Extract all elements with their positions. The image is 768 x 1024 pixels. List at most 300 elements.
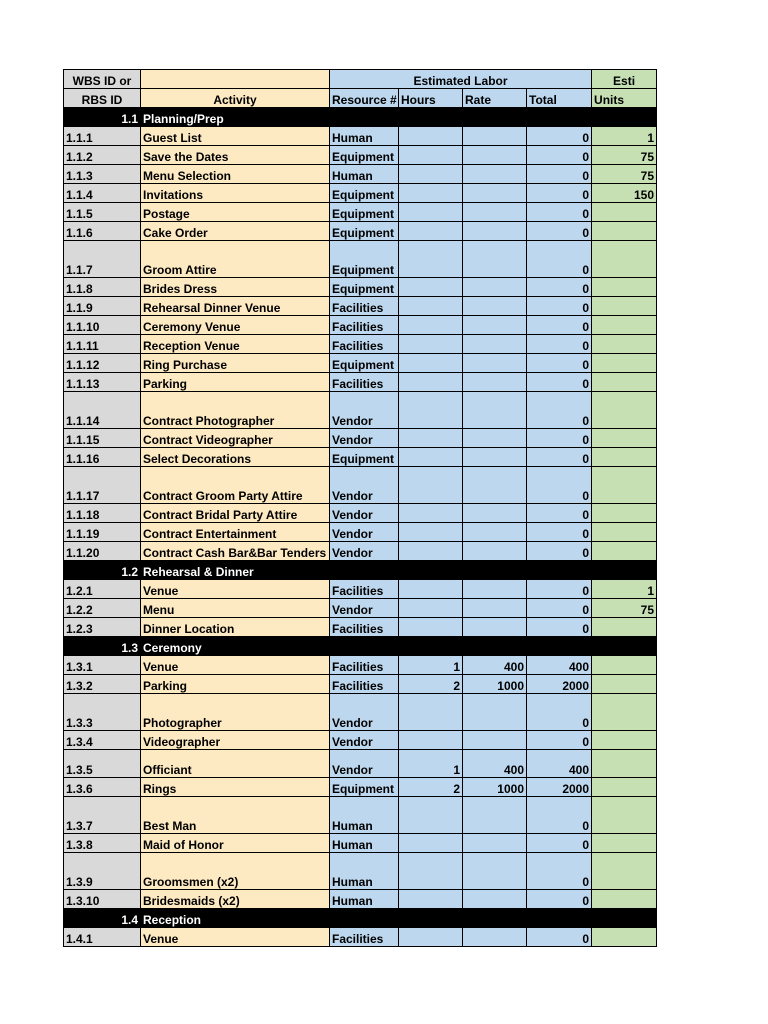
- table-row: [64, 778, 657, 797]
- cell-total[interactable]: 0: [527, 165, 592, 184]
- cell-rate[interactable]: [463, 731, 527, 750]
- cell-resource[interactable]: Facilities: [330, 675, 399, 694]
- cell-hours[interactable]: [399, 184, 463, 203]
- cell-total[interactable]: 2000: [527, 778, 592, 797]
- cell-resource[interactable]: Vendor: [330, 467, 399, 504]
- cell-wbs-id[interactable]: 1.1.7: [64, 241, 141, 278]
- cell-hours[interactable]: [399, 504, 463, 523]
- cell-activity[interactable]: Parking: [141, 373, 330, 392]
- header-wbs-line1[interactable]: WBS ID or: [64, 70, 141, 89]
- cell-rate[interactable]: [463, 203, 527, 222]
- table-row: [64, 127, 657, 146]
- cell-rate[interactable]: [463, 834, 527, 853]
- cell-wbs-id[interactable]: 1.3.1: [64, 656, 141, 675]
- cell-rate[interactable]: [463, 618, 527, 637]
- cell-activity[interactable]: Groom Attire: [141, 241, 330, 278]
- cell-activity[interactable]: Ring Purchase: [141, 354, 330, 373]
- header-row-1: [64, 70, 657, 89]
- cell-activity[interactable]: Menu: [141, 599, 330, 618]
- cell-units[interactable]: 150: [592, 184, 657, 203]
- cell-hours[interactable]: [399, 127, 463, 146]
- cell-total[interactable]: 0: [527, 928, 592, 947]
- cell-rate[interactable]: [463, 542, 527, 561]
- cell-resource[interactable]: Human: [330, 890, 399, 909]
- cell-activity[interactable]: Menu Selection: [141, 165, 330, 184]
- cell-resource[interactable]: Facilities: [330, 656, 399, 675]
- cell-wbs-id[interactable]: 1.1.9: [64, 297, 141, 316]
- table-row: [64, 928, 657, 947]
- cell-activity[interactable]: Cake Order: [141, 222, 330, 241]
- cell-rate[interactable]: [463, 316, 527, 335]
- cell-wbs-id[interactable]: 1.3.8: [64, 834, 141, 853]
- cell-units[interactable]: [592, 278, 657, 297]
- table-row: [64, 731, 657, 750]
- cell-rate[interactable]: [463, 523, 527, 542]
- header-total[interactable]: Total: [527, 89, 592, 108]
- cell-hours[interactable]: [399, 297, 463, 316]
- header-hours[interactable]: Hours: [399, 89, 463, 108]
- cell-total[interactable]: 0: [527, 127, 592, 146]
- cell-wbs-id[interactable]: 1.1.3: [64, 165, 141, 184]
- cell-wbs-id[interactable]: 1.1.8: [64, 278, 141, 297]
- cell-total[interactable]: 0: [527, 448, 592, 467]
- cell-rate[interactable]: [463, 599, 527, 618]
- cell-resource[interactable]: Vendor: [330, 429, 399, 448]
- table-row: [64, 278, 657, 297]
- cell-activity[interactable]: Contract Entertainment: [141, 523, 330, 542]
- table-row: [64, 467, 657, 504]
- cell-total[interactable]: 0: [527, 429, 592, 448]
- table-row: [64, 618, 657, 637]
- cell-resource[interactable]: Human: [330, 127, 399, 146]
- cell-total[interactable]: 0: [527, 335, 592, 354]
- cell-hours[interactable]: 2: [399, 675, 463, 694]
- cell-resource[interactable]: Vendor: [330, 392, 399, 429]
- header-estimated-cut[interactable]: Esti: [592, 70, 657, 89]
- cell-total[interactable]: 0: [527, 278, 592, 297]
- cell-rate[interactable]: [463, 580, 527, 599]
- table-row: [64, 203, 657, 222]
- cell-wbs-id[interactable]: 1.1.19: [64, 523, 141, 542]
- cell-activity[interactable]: Brides Dress: [141, 278, 330, 297]
- cell-units[interactable]: [592, 928, 657, 947]
- cell-resource[interactable]: Vendor: [330, 750, 399, 778]
- cell-units[interactable]: [592, 392, 657, 429]
- cell-units[interactable]: [592, 335, 657, 354]
- table-row: [64, 694, 657, 731]
- cell-total[interactable]: 400: [527, 656, 592, 675]
- cell-total[interactable]: 0: [527, 580, 592, 599]
- cell-units[interactable]: [592, 429, 657, 448]
- cell-resource[interactable]: Vendor: [330, 523, 399, 542]
- header-wbs-line2[interactable]: RBS ID: [64, 89, 141, 108]
- cell-total[interactable]: 0: [527, 853, 592, 890]
- spreadsheet: [63, 69, 656, 947]
- cell-resource[interactable]: Equipment: [330, 203, 399, 222]
- cell-units[interactable]: [592, 448, 657, 467]
- table-row: [64, 656, 657, 675]
- cell-rate[interactable]: [463, 165, 527, 184]
- cell-total[interactable]: 400: [527, 750, 592, 778]
- cell-rate[interactable]: [463, 354, 527, 373]
- cell-activity[interactable]: Officiant: [141, 750, 330, 778]
- cell-hours[interactable]: [399, 694, 463, 731]
- cell-wbs-id[interactable]: 1.3.5: [64, 750, 141, 778]
- cell-total[interactable]: 0: [527, 797, 592, 834]
- cell-wbs-id[interactable]: 1.1.2: [64, 146, 141, 165]
- cell-rate[interactable]: [463, 467, 527, 504]
- cell-total[interactable]: 0: [527, 316, 592, 335]
- cell-activity[interactable]: Invitations: [141, 184, 330, 203]
- cell-rate[interactable]: [463, 335, 527, 354]
- cell-resource[interactable]: Equipment: [330, 146, 399, 165]
- section-title[interactable]: Ceremony: [141, 637, 657, 656]
- cell-hours[interactable]: [399, 731, 463, 750]
- cell-activity[interactable]: Select Decorations: [141, 448, 330, 467]
- cell-activity[interactable]: Postage: [141, 203, 330, 222]
- section-row: [64, 637, 657, 656]
- cell-resource[interactable]: Facilities: [330, 928, 399, 947]
- cell-activity[interactable]: Dinner Location: [141, 618, 330, 637]
- cell-wbs-id[interactable]: 1.3.9: [64, 853, 141, 890]
- cell-rate[interactable]: [463, 504, 527, 523]
- header-activity-blank[interactable]: [141, 70, 330, 89]
- cell-units[interactable]: [592, 853, 657, 890]
- cell-units[interactable]: [592, 834, 657, 853]
- section-title[interactable]: Planning/Prep: [141, 108, 657, 127]
- cell-rate[interactable]: [463, 373, 527, 392]
- cell-total[interactable]: 0: [527, 146, 592, 165]
- cell-total[interactable]: 0: [527, 834, 592, 853]
- cell-resource[interactable]: Equipment: [330, 278, 399, 297]
- cell-activity[interactable]: Groomsmen (x2): [141, 853, 330, 890]
- cell-activity[interactable]: Bridesmaids (x2): [141, 890, 330, 909]
- cell-activity[interactable]: Videographer: [141, 731, 330, 750]
- cell-hours[interactable]: [399, 618, 463, 637]
- cell-hours[interactable]: [399, 222, 463, 241]
- cell-resource[interactable]: Facilities: [330, 373, 399, 392]
- cell-units[interactable]: [592, 297, 657, 316]
- cell-units[interactable]: 75: [592, 599, 657, 618]
- cell-resource[interactable]: Equipment: [330, 354, 399, 373]
- section-number[interactable]: 1.1: [64, 108, 141, 127]
- cell-rate[interactable]: [463, 222, 527, 241]
- section-number[interactable]: 1.2: [64, 561, 141, 580]
- cell-wbs-id[interactable]: 1.3.2: [64, 675, 141, 694]
- cell-rate[interactable]: 400: [463, 656, 527, 675]
- cell-rate[interactable]: 1000: [463, 778, 527, 797]
- cell-rate[interactable]: [463, 853, 527, 890]
- cell-total[interactable]: 0: [527, 241, 592, 278]
- cell-rate[interactable]: 400: [463, 750, 527, 778]
- table-row: [64, 222, 657, 241]
- cell-hours[interactable]: [399, 335, 463, 354]
- section-number[interactable]: 1.3: [64, 637, 141, 656]
- cell-activity[interactable]: Contract Photographer: [141, 392, 330, 429]
- cell-units[interactable]: [592, 618, 657, 637]
- cell-wbs-id[interactable]: 1.1.12: [64, 354, 141, 373]
- cell-rate[interactable]: [463, 694, 527, 731]
- cell-resource[interactable]: Facilities: [330, 335, 399, 354]
- cell-total[interactable]: 0: [527, 467, 592, 504]
- cell-resource[interactable]: Equipment: [330, 184, 399, 203]
- cell-wbs-id[interactable]: 1.1.14: [64, 392, 141, 429]
- cell-wbs-id[interactable]: 1.1.6: [64, 222, 141, 241]
- table-row: [64, 373, 657, 392]
- header-resource[interactable]: Resource #: [330, 89, 399, 108]
- cell-activity[interactable]: Best Man: [141, 797, 330, 834]
- header-estimated-labor[interactable]: Estimated Labor: [330, 70, 592, 89]
- table-row: [64, 580, 657, 599]
- table-row: [64, 146, 657, 165]
- cell-activity[interactable]: Contract Bridal Party Attire: [141, 504, 330, 523]
- cell-rate[interactable]: [463, 146, 527, 165]
- cell-total[interactable]: 2000: [527, 675, 592, 694]
- cell-total[interactable]: 0: [527, 599, 592, 618]
- cell-wbs-id[interactable]: 1.1.20: [64, 542, 141, 561]
- cell-wbs-id[interactable]: 1.4.1: [64, 928, 141, 947]
- cell-resource[interactable]: Vendor: [330, 504, 399, 523]
- cell-total[interactable]: 0: [527, 354, 592, 373]
- cell-activity[interactable]: Reception Venue: [141, 335, 330, 354]
- table-row: [64, 834, 657, 853]
- cell-hours[interactable]: [399, 580, 463, 599]
- table-row: [64, 241, 657, 278]
- table-row: [64, 750, 657, 778]
- cell-units[interactable]: [592, 523, 657, 542]
- cell-total[interactable]: 0: [527, 731, 592, 750]
- cell-total[interactable]: 0: [527, 542, 592, 561]
- cell-wbs-id[interactable]: 1.1.1: [64, 127, 141, 146]
- cell-rate[interactable]: [463, 890, 527, 909]
- cell-activity[interactable]: Contract Videographer: [141, 429, 330, 448]
- cell-rate[interactable]: [463, 392, 527, 429]
- cell-resource[interactable]: Human: [330, 834, 399, 853]
- cell-activity[interactable]: Photographer: [141, 694, 330, 731]
- cell-activity[interactable]: Rings: [141, 778, 330, 797]
- table-row: [64, 429, 657, 448]
- cell-wbs-id[interactable]: 1.1.16: [64, 448, 141, 467]
- cell-units[interactable]: [592, 750, 657, 778]
- cell-hours[interactable]: [399, 278, 463, 297]
- cell-hours[interactable]: [399, 448, 463, 467]
- cell-activity[interactable]: Contract Cash Bar&Bar Tenders: [141, 542, 330, 561]
- table-row: [64, 675, 657, 694]
- cell-wbs-id[interactable]: 1.2.2: [64, 599, 141, 618]
- cell-resource[interactable]: Facilities: [330, 297, 399, 316]
- table-body: [64, 108, 657, 947]
- cell-wbs-id[interactable]: 1.3.7: [64, 797, 141, 834]
- cell-wbs-id[interactable]: 1.3.3: [64, 694, 141, 731]
- cell-hours[interactable]: [399, 834, 463, 853]
- cell-units[interactable]: [592, 694, 657, 731]
- cell-resource[interactable]: Human: [330, 797, 399, 834]
- cell-units[interactable]: [592, 316, 657, 335]
- cell-activity[interactable]: Contract Groom Party Attire: [141, 467, 330, 504]
- section-row: [64, 561, 657, 580]
- cell-wbs-id[interactable]: 1.1.11: [64, 335, 141, 354]
- table-row: [64, 542, 657, 561]
- cell-resource[interactable]: Human: [330, 853, 399, 890]
- cell-units[interactable]: 75: [592, 165, 657, 184]
- cell-activity[interactable]: Parking: [141, 675, 330, 694]
- cell-activity[interactable]: Venue: [141, 928, 330, 947]
- cell-units[interactable]: 1: [592, 127, 657, 146]
- section-title[interactable]: Reception: [141, 909, 657, 928]
- cell-activity[interactable]: Guest List: [141, 127, 330, 146]
- cell-units[interactable]: 75: [592, 146, 657, 165]
- cell-wbs-id[interactable]: 1.1.13: [64, 373, 141, 392]
- cell-wbs-id[interactable]: 1.1.18: [64, 504, 141, 523]
- header-row-2: [64, 89, 657, 108]
- cell-resource[interactable]: Equipment: [330, 241, 399, 278]
- section-title[interactable]: Rehearsal & Dinner: [141, 561, 657, 580]
- cell-wbs-id[interactable]: 1.1.4: [64, 184, 141, 203]
- cell-hours[interactable]: [399, 146, 463, 165]
- cell-units[interactable]: [592, 890, 657, 909]
- cell-units[interactable]: [592, 656, 657, 675]
- cell-units[interactable]: [592, 222, 657, 241]
- cell-total[interactable]: 0: [527, 222, 592, 241]
- cell-hours[interactable]: [399, 797, 463, 834]
- cell-units[interactable]: 1: [592, 580, 657, 599]
- wbs-table: [63, 69, 657, 947]
- cell-wbs-id[interactable]: 1.1.10: [64, 316, 141, 335]
- cell-resource[interactable]: Equipment: [330, 448, 399, 467]
- cell-units[interactable]: [592, 504, 657, 523]
- table-row: [64, 354, 657, 373]
- cell-hours[interactable]: 2: [399, 778, 463, 797]
- header-units[interactable]: Units: [592, 89, 657, 108]
- cell-hours[interactable]: [399, 203, 463, 222]
- cell-hours[interactable]: [399, 354, 463, 373]
- section-row: [64, 108, 657, 127]
- table-row: [64, 890, 657, 909]
- cell-resource[interactable]: Vendor: [330, 542, 399, 561]
- cell-hours[interactable]: [399, 542, 463, 561]
- table-row: [64, 316, 657, 335]
- cell-resource[interactable]: Vendor: [330, 599, 399, 618]
- cell-hours[interactable]: [399, 523, 463, 542]
- cell-wbs-id[interactable]: 1.1.15: [64, 429, 141, 448]
- cell-hours[interactable]: [399, 165, 463, 184]
- cell-hours[interactable]: [399, 928, 463, 947]
- cell-units[interactable]: [592, 354, 657, 373]
- cell-resource[interactable]: Facilities: [330, 618, 399, 637]
- cell-activity[interactable]: Venue: [141, 580, 330, 599]
- cell-hours[interactable]: [399, 890, 463, 909]
- cell-activity[interactable]: Rehearsal Dinner Venue: [141, 297, 330, 316]
- cell-wbs-id[interactable]: 1.2.1: [64, 580, 141, 599]
- cell-resource[interactable]: Equipment: [330, 222, 399, 241]
- cell-total[interactable]: 0: [527, 184, 592, 203]
- cell-total[interactable]: 0: [527, 203, 592, 222]
- cell-hours[interactable]: [399, 241, 463, 278]
- cell-rate[interactable]: [463, 429, 527, 448]
- cell-resource[interactable]: Facilities: [330, 580, 399, 599]
- cell-activity[interactable]: Ceremony Venue: [141, 316, 330, 335]
- cell-units[interactable]: [592, 542, 657, 561]
- cell-hours[interactable]: [399, 599, 463, 618]
- cell-resource[interactable]: Facilities: [330, 316, 399, 335]
- cell-units[interactable]: [592, 778, 657, 797]
- cell-total[interactable]: 0: [527, 392, 592, 429]
- cell-resource[interactable]: Vendor: [330, 731, 399, 750]
- cell-units[interactable]: [592, 675, 657, 694]
- cell-rate[interactable]: [463, 928, 527, 947]
- cell-wbs-id[interactable]: 1.3.4: [64, 731, 141, 750]
- cell-units[interactable]: [592, 797, 657, 834]
- table-row: [64, 797, 657, 834]
- cell-activity[interactable]: Maid of Honor: [141, 834, 330, 853]
- cell-hours[interactable]: [399, 373, 463, 392]
- table-row: [64, 504, 657, 523]
- cell-total[interactable]: 0: [527, 890, 592, 909]
- cell-resource[interactable]: Equipment: [330, 778, 399, 797]
- cell-hours[interactable]: [399, 392, 463, 429]
- cell-rate[interactable]: [463, 448, 527, 467]
- cell-hours[interactable]: [399, 853, 463, 890]
- cell-total[interactable]: 0: [527, 504, 592, 523]
- cell-rate[interactable]: [463, 297, 527, 316]
- table-row: [64, 853, 657, 890]
- cell-wbs-id[interactable]: 1.3.10: [64, 890, 141, 909]
- cell-resource[interactable]: Human: [330, 165, 399, 184]
- cell-units[interactable]: [592, 731, 657, 750]
- header-rate[interactable]: Rate: [463, 89, 527, 108]
- header-activity[interactable]: Activity: [141, 89, 330, 108]
- cell-units[interactable]: [592, 373, 657, 392]
- table-row: [64, 392, 657, 429]
- cell-hours[interactable]: [399, 316, 463, 335]
- cell-hours[interactable]: 1: [399, 750, 463, 778]
- table-row: [64, 599, 657, 618]
- cell-rate[interactable]: [463, 127, 527, 146]
- cell-wbs-id[interactable]: 1.3.6: [64, 778, 141, 797]
- cell-rate[interactable]: 1000: [463, 675, 527, 694]
- cell-total[interactable]: 0: [527, 694, 592, 731]
- cell-activity[interactable]: Save the Dates: [141, 146, 330, 165]
- cell-hours[interactable]: [399, 429, 463, 448]
- table-row: [64, 448, 657, 467]
- cell-wbs-id[interactable]: 1.1.17: [64, 467, 141, 504]
- table-row: [64, 184, 657, 203]
- cell-units[interactable]: [592, 203, 657, 222]
- cell-wbs-id[interactable]: 1.1.5: [64, 203, 141, 222]
- cell-wbs-id[interactable]: 1.2.3: [64, 618, 141, 637]
- cell-activity[interactable]: Venue: [141, 656, 330, 675]
- table-row: [64, 165, 657, 184]
- cell-resource[interactable]: Vendor: [330, 694, 399, 731]
- cell-rate[interactable]: [463, 184, 527, 203]
- cell-total[interactable]: 0: [527, 297, 592, 316]
- cell-total[interactable]: 0: [527, 523, 592, 542]
- cell-total[interactable]: 0: [527, 618, 592, 637]
- cell-rate[interactable]: [463, 797, 527, 834]
- cell-rate[interactable]: [463, 278, 527, 297]
- cell-hours[interactable]: 1: [399, 656, 463, 675]
- table-row: [64, 523, 657, 542]
- table-row: [64, 335, 657, 354]
- table-row: [64, 297, 657, 316]
- cell-rate[interactable]: [463, 241, 527, 278]
- cell-hours[interactable]: [399, 467, 463, 504]
- section-row: [64, 909, 657, 928]
- section-number[interactable]: 1.4: [64, 909, 141, 928]
- cell-total[interactable]: 0: [527, 373, 592, 392]
- cell-units[interactable]: [592, 241, 657, 278]
- cell-units[interactable]: [592, 467, 657, 504]
